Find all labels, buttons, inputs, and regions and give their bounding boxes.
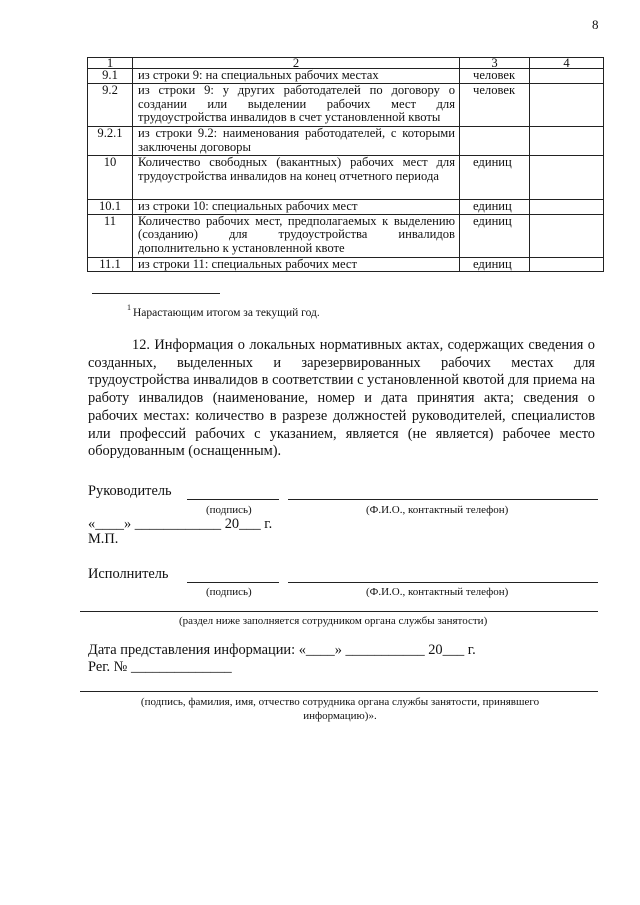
stamp-label: М.П. — [88, 531, 119, 547]
row-value[interactable] — [530, 214, 604, 257]
paragraph-12 — [88, 337, 595, 461]
row-number: 10.1 — [88, 199, 133, 214]
table-row — [88, 214, 604, 257]
row-description: из строки 10: специальных рабочих мест — [133, 199, 460, 214]
date-line: «____» ____________ 20___ г. — [88, 516, 273, 532]
table-row — [88, 257, 604, 272]
submission-date: Дата представления информации: «____» ___________ 20___ г. — [88, 642, 476, 658]
fio-caption: (Ф.И.О., контактный телефон) — [366, 586, 509, 598]
table-row — [88, 83, 604, 126]
footnote — [127, 303, 320, 319]
row-unit: единиц — [460, 155, 530, 199]
row-number: 9.1 — [88, 69, 133, 84]
header-cell: 2 — [133, 58, 460, 69]
footnote-marker: 1 — [127, 303, 131, 312]
row-unit — [460, 126, 530, 155]
footnote-divider — [92, 293, 220, 294]
data-table — [87, 57, 604, 272]
row-number: 11.1 — [88, 257, 133, 272]
executor-label: Исполнитель — [88, 566, 169, 582]
table-row — [88, 155, 604, 199]
final-caption: (подпись, фамилия, имя, отчество сотрудника органа службы занятости, принявшего информацию)». — [140, 696, 540, 722]
footnote-text: Нарастающим итогом за текущий год. — [133, 307, 320, 319]
row-number: 11 — [88, 214, 133, 257]
row-description: Количество рабочих мест, предполагаемых к выделению (созданию) для трудоустройства инвалидов дополнительно к установленной квоте — [133, 214, 460, 257]
table-row — [88, 126, 604, 155]
row-unit: человек — [460, 69, 530, 84]
row-number: 9.2 — [88, 83, 133, 126]
table-row — [88, 199, 604, 214]
final-signature-line[interactable] — [80, 691, 598, 692]
row-value[interactable] — [530, 155, 604, 199]
row-value[interactable] — [530, 199, 604, 214]
row-unit: единиц — [460, 214, 530, 257]
head-fio-line[interactable] — [288, 499, 598, 500]
table-header-row — [88, 58, 604, 69]
row-number: 10 — [88, 155, 133, 199]
row-unit: единиц — [460, 199, 530, 214]
row-description: из строки 9.2: наименования работодателей, с которыми заключены договоры — [133, 126, 460, 155]
header-cell: 4 — [530, 58, 604, 69]
row-description: из строки 11: специальных рабочих мест — [133, 257, 460, 272]
section-divider — [80, 611, 598, 612]
row-description: из строки 9: у других работодателей по договору о создании или выделении рабочих мест для трудоустройства инвалидов в счет установленной квоты — [133, 83, 460, 126]
executor-fio-line[interactable] — [288, 582, 598, 583]
executor-signature-line[interactable] — [187, 582, 279, 583]
paragraph-12-text: 12. Информация о локальных нормативных актах, содержащих сведения о созданных, выделенных и зарезервированных рабочих местах для трудоустройства инвалидов в соответствии с установленной квотой для приема на работу инвалидов (наименование, номер и дата принятия акта; сведения о рабочих местах: количество в разрезе должностей руководителей, специалистов или профессий рабочих с указанием, является (не является) рабочее место оборудованным (оснащенным). — [88, 337, 595, 460]
header-cell: 1 — [88, 58, 133, 69]
row-description: Количество свободных (вакантных) рабочих мест для трудоустройства инвалидов на конец отчетного периода — [133, 155, 460, 199]
row-description: из строки 9: на специальных рабочих местах — [133, 69, 460, 84]
section-note: (раздел ниже заполняется сотрудником органа службы занятости) — [179, 615, 488, 627]
row-unit: единиц — [460, 257, 530, 272]
signature-caption: (подпись) — [206, 586, 252, 598]
fio-caption: (Ф.И.О., контактный телефон) — [366, 504, 509, 516]
row-value[interactable] — [530, 83, 604, 126]
header-cell: 3 — [460, 58, 530, 69]
signature-caption: (подпись) — [206, 504, 252, 516]
row-unit: человек — [460, 83, 530, 126]
page-number: 8 — [592, 17, 599, 32]
head-label: Руководитель — [88, 483, 172, 499]
table-row — [88, 69, 604, 84]
head-signature-line[interactable] — [187, 499, 279, 500]
row-value[interactable] — [530, 126, 604, 155]
row-value[interactable] — [530, 257, 604, 272]
registration-number: Рег. № ______________ — [88, 659, 232, 675]
row-number: 9.2.1 — [88, 126, 133, 155]
row-value[interactable] — [530, 69, 604, 84]
